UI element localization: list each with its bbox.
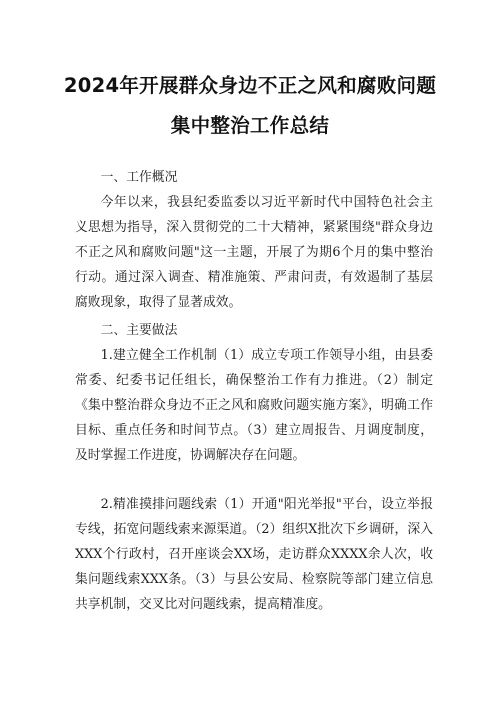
section-heading-overview: 一、工作概况 xyxy=(100,170,178,185)
document-title-line-2: 集中整治工作总结 xyxy=(170,114,330,137)
paragraph-mechanism: 1.建立健全工作机制（1）成立专项工作领导小组，由县委常委、纪委书记任组长，确保整治工作有力推进。（2）制定《集中整治群众身边不正之风和腐败问题实施方案》，明确工作目标、重点任务和时间节点。（3）建立周报告、月调度制度，及时掌握工作进度，协调解决存在问题。 xyxy=(75,348,433,463)
document-title-line-1: 2024年开展群众身边不正之风和腐败问题 xyxy=(63,74,437,97)
section-heading-methods: 二、主要做法 xyxy=(100,323,178,338)
paragraph-clue-investigation: 2.精准摸排问题线索（1）开通"阳光举报"平台，设立举报专线，拓宽问题线索来源渠道。（2）组织X批次下乡调研，深入XXX个行政村，召开座谈会XX场，走访群众XXXX余人次，收集问题线索XXX条。（3）与县公安局、检察院等部门建立信息共享机制，交叉比对问题线索，提高精准度。 xyxy=(75,497,433,612)
paragraph-overview: 今年以来，我县纪委监委以习近平新时代中国特色社会主义思想为指导，深入贯彻党的二十大精神，紧紧围绕"群众身边不正之风和腐败问题"这一主题，开展了为期6个月的集中整治行动。通过深入调查、精准施策、严肃问责，有效遏制了基层腐败现象，取得了显著成效。 xyxy=(75,195,433,310)
